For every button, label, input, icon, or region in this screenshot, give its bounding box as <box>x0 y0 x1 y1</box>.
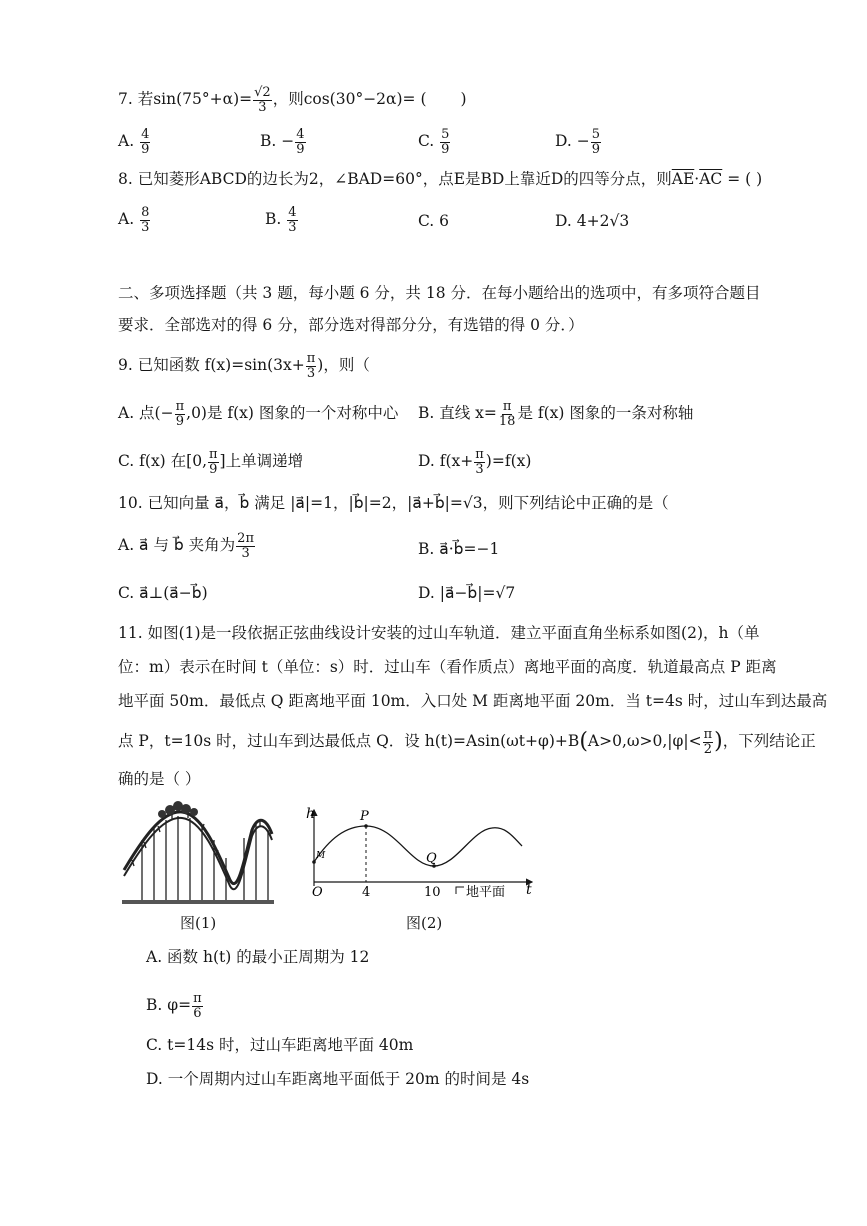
q11-option-c[interactable]: C. t=14s 时，过山车距离地平面 40m <box>146 1036 414 1054</box>
q9-option-a[interactable] <box>118 400 398 428</box>
q7-option-a-frac <box>140 128 150 156</box>
q9-option-d-frac <box>474 448 485 476</box>
figure2-caption: 图(2) <box>406 914 443 932</box>
q11-option-b-text: B. φ= <box>146 996 192 1015</box>
q7-then: ，则 <box>272 90 304 109</box>
q9-option-a-num: π <box>175 399 185 414</box>
q11-option-d[interactable]: D. 一个周期内过山车距离地平面低于 20m 的时间是 4s <box>146 1070 530 1088</box>
q9-option-b-text1: B. 直线 x= <box>418 404 497 423</box>
q7-option-a-den: 9 <box>141 141 150 157</box>
q7-option-b-num: 4 <box>296 127 305 142</box>
tick-4: 4 <box>362 885 371 900</box>
q9-option-b-frac <box>498 400 517 428</box>
q11-line4-num: π <box>703 727 713 742</box>
q10-option-a-den: 3 <box>241 545 250 561</box>
q9-option-a-frac <box>175 400 186 428</box>
q10-stem: 10. 已知向量 a⃗，b⃗ 满足 |a⃗|=1，|b⃗|=2，|a⃗+b⃗|=√3，则下列结论中正确的是（ <box>118 494 669 512</box>
q9-option-b-text2: 是 f(x) 图象的一条对称轴 <box>517 404 694 423</box>
q10-option-a-frac <box>236 532 255 560</box>
q7-option-b-sign: − <box>281 132 295 151</box>
q9-option-a-text1: A. 点(− <box>118 404 174 423</box>
q9-option-b-den: 18 <box>498 413 516 429</box>
q9-option-c-frac <box>208 448 219 476</box>
q11-option-b-frac <box>192 992 203 1020</box>
q7-option-d-den: 9 <box>591 141 601 157</box>
q9-stem-b: )，则（ <box>317 356 370 375</box>
q7-option-c-frac <box>440 128 450 156</box>
q10-option-a[interactable] <box>118 532 256 560</box>
q11-option-b[interactable] <box>146 992 204 1020</box>
q7-option-b-den: 9 <box>296 141 305 157</box>
q8-option-d[interactable]: D. 4+2√3 <box>555 212 630 230</box>
q10-option-b[interactable]: B. a⃗·b⃗=−1 <box>418 540 500 558</box>
q11-paren-open: ( <box>579 729 588 755</box>
q11-line4-frac <box>703 728 714 756</box>
q7-paren-close: ) <box>460 90 467 109</box>
q7-option-d-sign: − <box>576 132 590 151</box>
q8-option-a-num: 8 <box>141 205 150 220</box>
tick-10: 10 <box>424 885 441 900</box>
q8-dot: · <box>694 170 700 188</box>
q8-option-a[interactable] <box>118 206 151 234</box>
q7-option-b-frac <box>295 128 305 156</box>
ground-label: 地平面 <box>466 885 506 900</box>
q7-option-b[interactable] <box>260 128 307 156</box>
q7-stem <box>118 86 467 114</box>
q10-option-c[interactable]: C. a⃗⊥(a⃗−b⃗) <box>118 584 208 602</box>
q8-option-b-frac <box>287 206 297 234</box>
q9-option-c[interactable] <box>118 448 303 476</box>
q11-line5: 确的是（ ） <box>118 770 201 788</box>
q9-option-b[interactable] <box>418 400 693 428</box>
q11-line4-a: 点 P，t=10s 时，过山车到达最低点 Q．设 h(t)=Asin(ωt+φ)+B <box>118 732 580 751</box>
q9-option-d-text1: D. f(x+ <box>418 452 474 471</box>
q8-option-b-den: 3 <box>288 219 297 235</box>
q8-option-b-label: B. <box>265 210 282 229</box>
q7-option-a-num: 4 <box>141 127 150 142</box>
q11-paren-close: ) <box>714 729 723 755</box>
q9-option-c-num: π <box>209 447 218 462</box>
q8-stem-text: 8. 已知菱形ABCD的边长为2，∠BAD=60°，点E是BD上靠近D的四等分点，则 <box>118 170 672 188</box>
q7-stem-prefix: 7. 若 <box>118 90 154 109</box>
q11-option-b-num: π <box>193 991 202 1006</box>
q9-option-a-text2: ,0)是 f(x) 图象的一个对称中心 <box>186 404 399 423</box>
q9-option-d-den: 3 <box>475 461 484 477</box>
p-label: P <box>360 809 369 824</box>
q11-option-b-den: 6 <box>193 1005 202 1021</box>
q8-option-b[interactable] <box>265 206 299 234</box>
h-axis-label: h <box>306 806 316 822</box>
origin-label: O <box>312 885 323 900</box>
q8-tail: = ( ) <box>722 170 763 188</box>
q8-option-a-den: 3 <box>141 219 150 235</box>
q7-option-c-num: 5 <box>441 127 450 142</box>
q7-option-b-label: B. <box>260 132 277 151</box>
t-axis-label: t <box>526 882 532 898</box>
section2-line1: 二、多项选择题（共 3 题，每小题 6 分，共 18 分．在每小题给出的选项中，有多项符合题目 <box>118 284 761 302</box>
point-p <box>364 824 368 828</box>
m-label: M <box>316 851 326 861</box>
q9-option-a-den: 9 <box>175 413 184 429</box>
sine-curve <box>314 826 522 866</box>
q9-option-d[interactable] <box>418 448 531 476</box>
q7-option-d[interactable] <box>555 128 602 156</box>
q8-vector-ac: $\overline{AC}$ <box>699 170 723 188</box>
sine-graph <box>300 804 540 900</box>
q10-option-a-text: A. a⃗ 与 b⃗ 夹角为 <box>118 536 236 555</box>
q7-option-d-frac <box>591 128 601 156</box>
q9-option-c-den: 9 <box>209 461 218 477</box>
q11-line2: 位：m）表示在时间 t（单位：s）时．过山车（看作质点）离地平面的高度．轨道最高点 P 距离 <box>118 658 777 676</box>
q10-option-a-num: 2π <box>237 531 254 546</box>
q7-option-a-label: A. <box>118 132 135 151</box>
q7-option-d-num: 5 <box>591 127 601 142</box>
q8-option-a-frac <box>140 206 150 234</box>
q9-option-c-text2: ]上单调递增 <box>219 452 304 471</box>
q8-option-b-num: 4 <box>288 205 297 220</box>
q9-option-d-num: π <box>475 447 484 462</box>
q8-option-c[interactable]: C. 6 <box>418 212 450 230</box>
q7-option-a[interactable] <box>118 128 151 156</box>
q7-sin-expr: sin(75°+α)= <box>153 90 253 109</box>
q11-line4-den: 2 <box>703 741 712 757</box>
roller-coaster-illustration <box>122 800 274 906</box>
q11-option-a[interactable]: A. 函数 h(t) 的最小正周期为 12 <box>146 948 370 966</box>
q9-stem-den: 3 <box>306 365 316 381</box>
figure1-caption: 图(1) <box>180 914 217 932</box>
q7-option-c-label: C. <box>418 132 435 151</box>
q-label: Q <box>426 851 437 866</box>
q7-frac-den: 3 <box>258 99 267 115</box>
q11-line4-c: ，下列结论正 <box>722 732 816 751</box>
q8-option-a-label: A. <box>118 210 135 229</box>
q11-line3: 地平面 50m．最低点 Q 距离地平面 10m．入口处 M 距离地平面 20m．当 t=4s 时，过山车到达最高 <box>118 692 828 710</box>
q7-option-c-den: 9 <box>441 141 450 157</box>
q9-stem-a: 9. 已知函数 f(x)=sin(3x+ <box>118 356 305 375</box>
q7-option-c[interactable] <box>418 128 451 156</box>
q7-cos-expr: cos(30°−2α)= ( <box>303 90 427 109</box>
q9-stem <box>118 352 370 380</box>
q7-fraction <box>253 86 272 114</box>
q8-vector-ae: $\overline{AE}$ <box>671 170 695 188</box>
q9-option-c-text1: C. f(x) 在[0, <box>118 452 207 471</box>
q11-line4-b: A>0,ω>0,|φ|< <box>587 732 702 751</box>
section2-line2: 要求．全部选对的得 6 分，部分选对得部分分，有选错的得 0 分．） <box>118 316 584 334</box>
q9-stem-frac <box>306 352 317 380</box>
q7-frac-num: √2 <box>254 85 271 100</box>
q9-option-d-text2: )=f(x) <box>485 452 532 471</box>
q9-option-b-num: π <box>502 399 512 414</box>
q11-line1: 11. 如图(1)是一段依据正弦曲线设计安装的过山车轨道．建立平面直角坐标系如图(2)，h（单 <box>118 624 760 642</box>
q7-option-d-label: D. <box>555 132 572 151</box>
q9-stem-num: π <box>306 351 316 366</box>
q10-option-d[interactable]: D. |a⃗−b⃗|=√7 <box>418 584 516 602</box>
ground-arrow <box>456 887 464 894</box>
q11-line4 <box>118 728 816 756</box>
q8-stem <box>118 172 762 188</box>
